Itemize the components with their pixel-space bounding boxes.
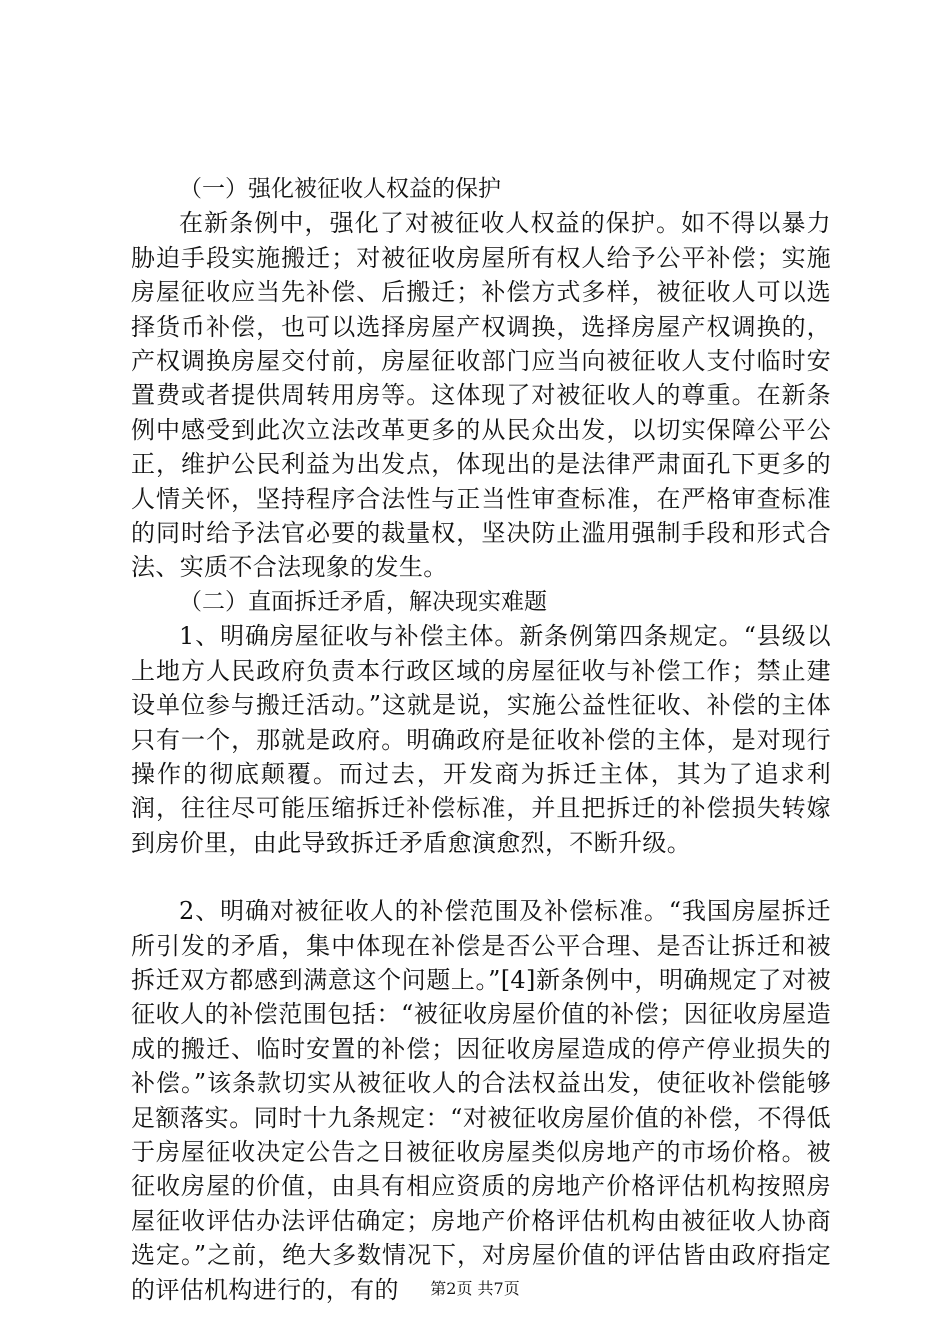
paragraph-3: 2、明确对被征收人的补偿范围及补偿标准。“我国房屋拆迁所引发的矛盾，集中体现在补偿是否公平合理、是否让拆迁和被拆迁双方都感到满意这个问题上。”[4]新条例中，明确规定了对被征收人的补偿范围包括：“被征收房屋价值的补偿；因征收房屋造成的搬迁、临时安置的补偿；因征收房屋造成的停产停业损失的补偿。”该条款切实从被征收人的合法权益出发，使征收补偿能够足额落实。同时十九条规定：“对被征收房屋价值的补偿，不得低于房屋征收决定公告之日被征收房屋类似房地产的市场价格。被征收房屋的价值，由具有相应资质的房地产价格评估机构按照房屋征收评估办法评估确定；房地产价格评估机构由被征收人协商选定。”之前，绝大多数情况下，对房屋价值的评估皆由政府指定的评估机构进行的，有的	[131, 897, 831, 1304]
section-heading-1: （一）强化被征收人权益的保护	[179, 176, 501, 202]
section-heading-2: （二）直面拆迁矛盾，解决现实难题	[179, 588, 547, 615]
paragraph-1: 在新条例中，强化了对被征收人权益的保护。如不得以暴力胁迫手段实施搬迁；对被征收房屋所有权人给予公平补偿；实施房屋征收应当先补偿、后搬迁；补偿方式多样，被征收人可以选择货币补偿，也可以选择房屋产权调换，选择房屋产权调换的，产权调换房屋交付前，房屋征收部门应当向被征收人支付临时安置费或者提供周转用房等。这体现了对被征收人的尊重。在新条例中感受到此次立法改革更多的从民众出发，以切实保障公平公正，维护公民利益为出发点，体现出的是法律严肃面孔下更多的人情关怀，坚持程序合法性与正当性审查标准，在严格审查标准的同时给予法官必要的裁量权，坚决防止滥用强制手段和形式合法、实质不合法现象的发生。	[131, 209, 831, 582]
paragraph-2: 1、明确房屋征收与补偿主体。新条例第四条规定。“县级以上地方人民政府负责本行政区域的房屋征收与补偿工作；禁止建设单位参与搬迁活动。”这就是说，实施公益性征收、补偿的主体只有一个，那就是政府。明确政府是征收补偿的主体，是对现行操作的彻底颠覆。而过去，开发商为拆迁主体，其为了追求利润，往往尽可能压缩拆迁补偿标准，并且把拆迁的补偿损失转嫁到房价里，由此导致拆迁矛盾愈演愈烈，不断升级。	[131, 622, 831, 857]
document-body	[131, 172, 831, 1307]
page-footer: 第2页 共7页	[430, 1279, 520, 1298]
